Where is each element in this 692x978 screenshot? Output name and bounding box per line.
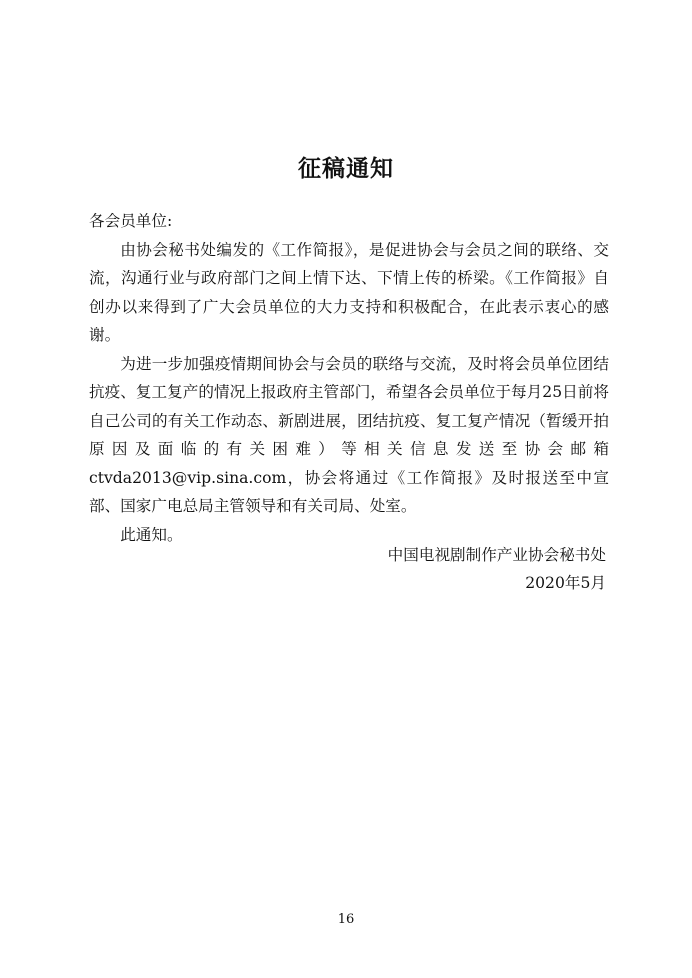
paragraph-closing: 此通知。 xyxy=(120,525,183,544)
signature-organization: 中国电视剧制作产业协会秘书处 xyxy=(387,546,606,564)
document-body xyxy=(89,207,609,549)
salutation: 各会员单位: xyxy=(89,212,173,230)
paragraph-intro: 由协会秘书处编发的《工作简报》，是促进协会与会员之间的联络、交流，沟通行业与政府部门之间上情下达、下情上传的桥梁。《工作简报》自创办以来得到了广大会员单位的大力支持和积极配合，在此表示衷心的感谢。 xyxy=(89,240,609,344)
document-title: 征稿通知 xyxy=(298,156,394,182)
signature-date: 2020年5月 xyxy=(525,574,606,592)
paragraph-request: 为进一步加强疫情期间协会与会员的联络与交流，及时将会员单位团结抗疫、复工复产的情况上报政府主管部门，希望各会员单位于每月25日前将自己公司的有关工作动态、新剧进展，团结抗疫、复工复产情况（暂缓开拍原因及面临的有关困难）等相关信息发送至协会邮箱ctvda2013@vip.sina.com，协会将通过《工作简报》及时报送至中宣部、国家广电总局主管领导和有关司局、处室。 xyxy=(89,354,609,515)
page-number: 16 xyxy=(337,912,355,927)
